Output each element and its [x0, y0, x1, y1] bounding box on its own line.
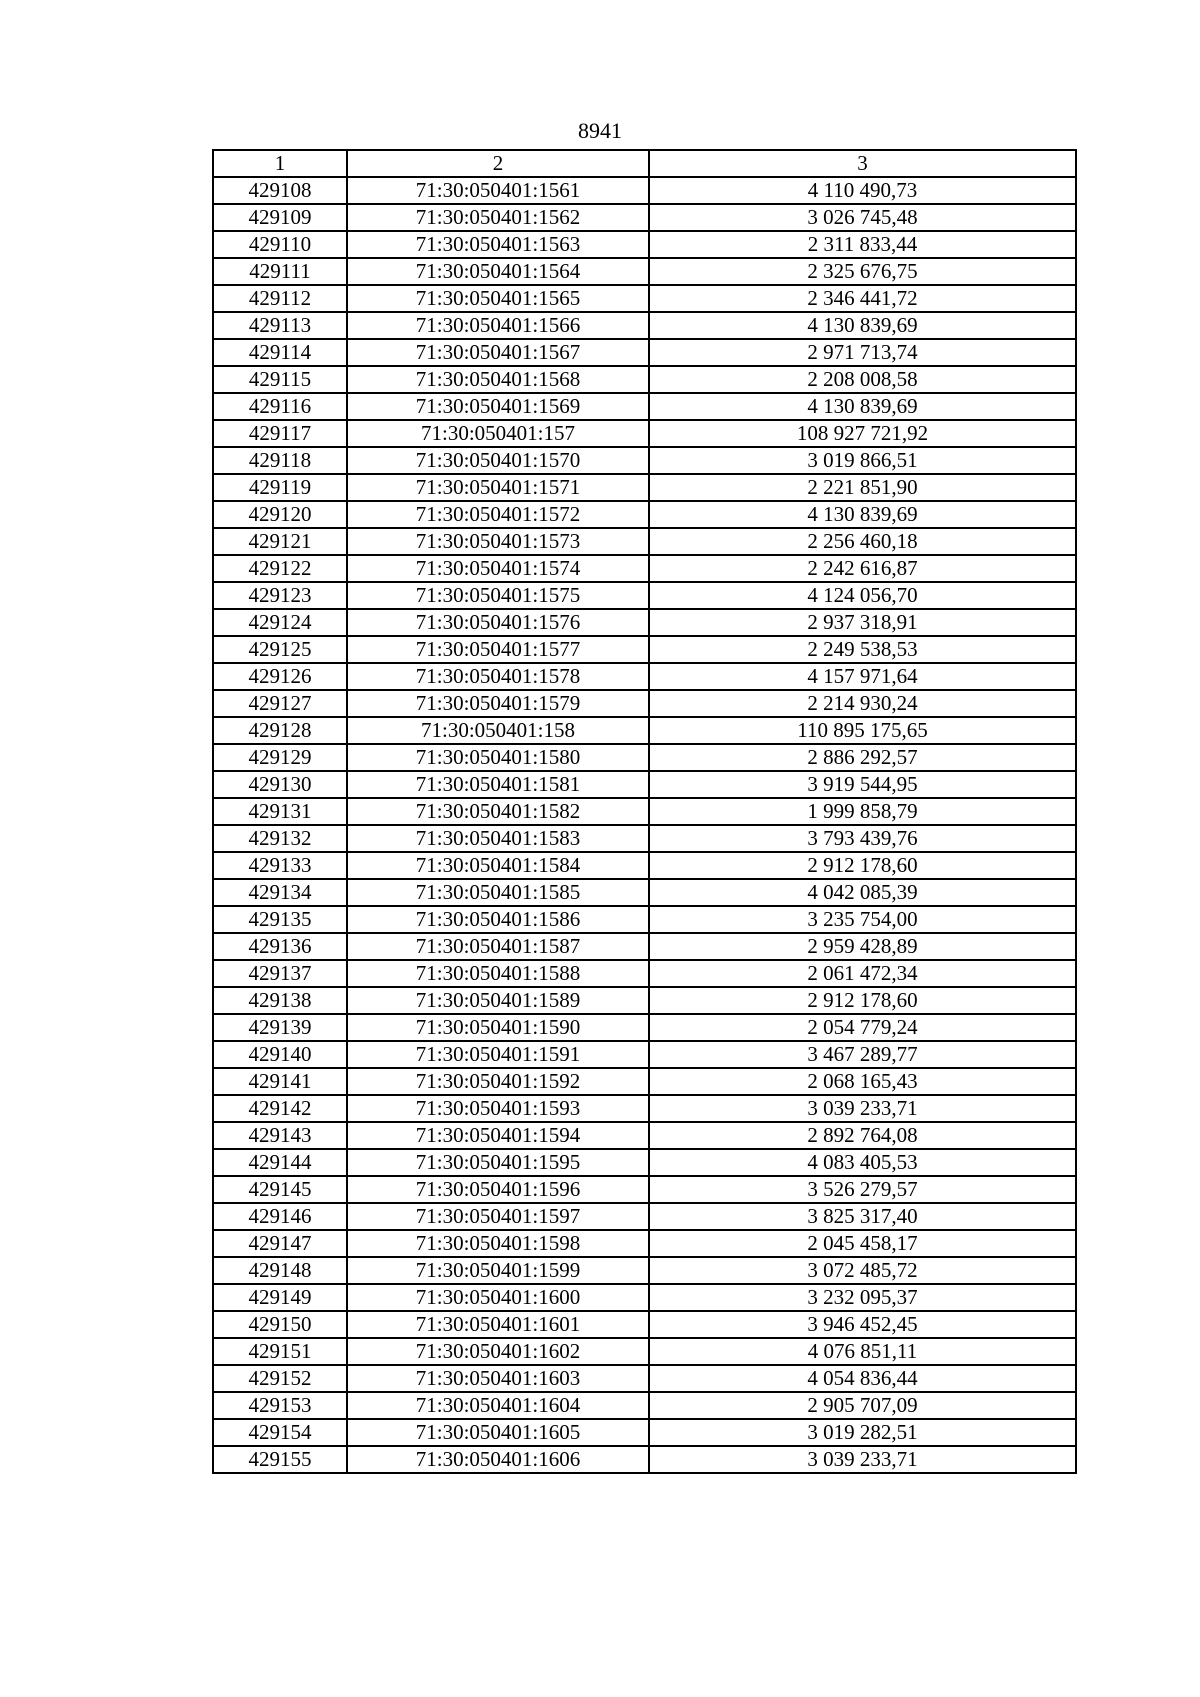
row-id-cell: 429151	[213, 1338, 347, 1365]
row-id-cell: 429109	[213, 204, 347, 231]
table-row	[213, 1230, 1076, 1257]
value-cell: 2 061 472,34	[649, 960, 1076, 987]
row-id-cell: 429126	[213, 663, 347, 690]
value-cell: 3 825 317,40	[649, 1203, 1076, 1230]
value-cell: 4 130 839,69	[649, 501, 1076, 528]
value-cell: 3 232 095,37	[649, 1284, 1076, 1311]
cadastral-number-cell: 71:30:050401:1563	[347, 231, 649, 258]
value-cell: 4 124 056,70	[649, 582, 1076, 609]
cadastral-number-cell: 71:30:050401:1583	[347, 825, 649, 852]
cadastral-number-cell: 71:30:050401:1585	[347, 879, 649, 906]
row-id-cell: 429132	[213, 825, 347, 852]
cadastral-number-cell: 71:30:050401:1582	[347, 798, 649, 825]
table-row	[213, 744, 1076, 771]
cadastral-number-cell: 71:30:050401:1592	[347, 1068, 649, 1095]
cadastral-number-cell: 71:30:050401:1578	[347, 663, 649, 690]
value-cell: 2 971 713,74	[649, 339, 1076, 366]
table-row	[213, 879, 1076, 906]
table-row	[213, 1014, 1076, 1041]
value-cell: 2 242 616,87	[649, 555, 1076, 582]
row-id-cell: 429127	[213, 690, 347, 717]
header-cell-col2: 2	[347, 150, 649, 177]
value-cell: 2 886 292,57	[649, 744, 1076, 771]
value-cell: 2 905 707,09	[649, 1392, 1076, 1419]
cadastral-number-cell: 71:30:050401:1604	[347, 1392, 649, 1419]
row-id-cell: 429152	[213, 1365, 347, 1392]
cadastral-number-cell: 71:30:050401:1569	[347, 393, 649, 420]
row-id-cell: 429113	[213, 312, 347, 339]
cadastral-number-cell: 71:30:050401:1567	[347, 339, 649, 366]
table-row	[213, 609, 1076, 636]
value-cell: 2 221 851,90	[649, 474, 1076, 501]
row-id-cell: 429122	[213, 555, 347, 582]
cadastral-number-cell: 71:30:050401:1588	[347, 960, 649, 987]
row-id-cell: 429139	[213, 1014, 347, 1041]
table-row	[213, 312, 1076, 339]
table-row	[213, 636, 1076, 663]
value-cell: 2 937 318,91	[649, 609, 1076, 636]
table-body	[213, 150, 1076, 1473]
cadastral-number-cell: 71:30:050401:1575	[347, 582, 649, 609]
cadastral-number-cell: 71:30:050401:1576	[347, 609, 649, 636]
row-id-cell: 429145	[213, 1176, 347, 1203]
cadastral-number-cell: 71:30:050401:1562	[347, 204, 649, 231]
cadastral-number-cell: 71:30:050401:1574	[347, 555, 649, 582]
cadastral-number-cell: 71:30:050401:1580	[347, 744, 649, 771]
table-row	[213, 1068, 1076, 1095]
table-row	[213, 501, 1076, 528]
table-row	[213, 906, 1076, 933]
value-cell: 110 895 175,65	[649, 717, 1076, 744]
cadastral-number-cell: 71:30:050401:1595	[347, 1149, 649, 1176]
value-cell: 2 045 458,17	[649, 1230, 1076, 1257]
row-id-cell: 429149	[213, 1284, 347, 1311]
row-id-cell: 429133	[213, 852, 347, 879]
row-id-cell: 429148	[213, 1257, 347, 1284]
data-table	[212, 149, 1077, 1474]
row-id-cell: 429129	[213, 744, 347, 771]
table-row	[213, 960, 1076, 987]
cadastral-number-cell: 71:30:050401:1600	[347, 1284, 649, 1311]
table-row	[213, 366, 1076, 393]
row-id-cell: 429147	[213, 1230, 347, 1257]
page-number: 8941	[578, 118, 622, 143]
value-cell: 4 130 839,69	[649, 393, 1076, 420]
value-cell: 4 042 085,39	[649, 879, 1076, 906]
value-cell: 2 892 764,08	[649, 1122, 1076, 1149]
row-id-cell: 429128	[213, 717, 347, 744]
cadastral-number-cell: 71:30:050401:1599	[347, 1257, 649, 1284]
cadastral-number-cell: 71:30:050401:1570	[347, 447, 649, 474]
cadastral-number-cell: 71:30:050401:1593	[347, 1095, 649, 1122]
table-row	[213, 663, 1076, 690]
table-row	[213, 1446, 1076, 1473]
value-cell: 2 311 833,44	[649, 231, 1076, 258]
value-cell: 4 157 971,64	[649, 663, 1076, 690]
value-cell: 3 026 745,48	[649, 204, 1076, 231]
header-cell-col1: 1	[213, 150, 347, 177]
cadastral-number-cell: 71:30:050401:1565	[347, 285, 649, 312]
row-id-cell: 429118	[213, 447, 347, 474]
row-id-cell: 429111	[213, 258, 347, 285]
table-row	[213, 1338, 1076, 1365]
value-cell: 3 919 544,95	[649, 771, 1076, 798]
table-row	[213, 177, 1076, 204]
cadastral-number-cell: 71:30:050401:1566	[347, 312, 649, 339]
row-id-cell: 429117	[213, 420, 347, 447]
cadastral-number-cell: 71:30:050401:1579	[347, 690, 649, 717]
table-row	[213, 771, 1076, 798]
cadastral-number-cell: 71:30:050401:1581	[347, 771, 649, 798]
row-id-cell: 429125	[213, 636, 347, 663]
table-row	[213, 339, 1076, 366]
value-cell: 4 054 836,44	[649, 1365, 1076, 1392]
cadastral-number-cell: 71:30:050401:1584	[347, 852, 649, 879]
row-id-cell: 429142	[213, 1095, 347, 1122]
value-cell: 2 912 178,60	[649, 852, 1076, 879]
value-cell: 2 214 930,24	[649, 690, 1076, 717]
row-id-cell: 429153	[213, 1392, 347, 1419]
table-row	[213, 258, 1076, 285]
cadastral-number-cell: 71:30:050401:1561	[347, 177, 649, 204]
row-id-cell: 429143	[213, 1122, 347, 1149]
value-cell: 2 208 008,58	[649, 366, 1076, 393]
row-id-cell: 429120	[213, 501, 347, 528]
row-id-cell: 429119	[213, 474, 347, 501]
value-cell: 2 256 460,18	[649, 528, 1076, 555]
row-id-cell: 429136	[213, 933, 347, 960]
cadastral-number-cell: 71:30:050401:1598	[347, 1230, 649, 1257]
cadastral-number-cell: 71:30:050401:1591	[347, 1041, 649, 1068]
row-id-cell: 429131	[213, 798, 347, 825]
row-id-cell: 429121	[213, 528, 347, 555]
value-cell: 3 235 754,00	[649, 906, 1076, 933]
row-id-cell: 429137	[213, 960, 347, 987]
row-id-cell: 429123	[213, 582, 347, 609]
table-row	[213, 798, 1076, 825]
value-cell: 3 072 485,72	[649, 1257, 1076, 1284]
value-cell: 2 054 779,24	[649, 1014, 1076, 1041]
row-id-cell: 429130	[213, 771, 347, 798]
table-row	[213, 1203, 1076, 1230]
table-row	[213, 474, 1076, 501]
value-cell: 3 039 233,71	[649, 1446, 1076, 1473]
value-cell: 3 019 866,51	[649, 447, 1076, 474]
cadastral-number-cell: 71:30:050401:1606	[347, 1446, 649, 1473]
table-row	[213, 1284, 1076, 1311]
value-cell: 3 793 439,76	[649, 825, 1076, 852]
value-cell: 2 959 428,89	[649, 933, 1076, 960]
row-id-cell: 429150	[213, 1311, 347, 1338]
table-row	[213, 1095, 1076, 1122]
row-id-cell: 429144	[213, 1149, 347, 1176]
value-cell: 2 068 165,43	[649, 1068, 1076, 1095]
value-cell: 4 110 490,73	[649, 177, 1076, 204]
cadastral-number-cell: 71:30:050401:1571	[347, 474, 649, 501]
table-row	[213, 717, 1076, 744]
value-cell: 4 076 851,11	[649, 1338, 1076, 1365]
table-row	[213, 420, 1076, 447]
table-row	[213, 204, 1076, 231]
cadastral-number-cell: 71:30:050401:158	[347, 717, 649, 744]
value-cell: 2 912 178,60	[649, 987, 1076, 1014]
cadastral-number-cell: 71:30:050401:1577	[347, 636, 649, 663]
cadastral-number-cell: 71:30:050401:1602	[347, 1338, 649, 1365]
table-row	[213, 1392, 1076, 1419]
table-row	[213, 852, 1076, 879]
table-row	[213, 1365, 1076, 1392]
row-id-cell: 429138	[213, 987, 347, 1014]
value-cell: 108 927 721,92	[649, 420, 1076, 447]
value-cell: 2 325 676,75	[649, 258, 1076, 285]
value-cell: 3 946 452,45	[649, 1311, 1076, 1338]
table-row	[213, 1419, 1076, 1446]
cadastral-number-cell: 71:30:050401:1596	[347, 1176, 649, 1203]
row-id-cell: 429108	[213, 177, 347, 204]
row-id-cell: 429114	[213, 339, 347, 366]
cadastral-number-cell: 71:30:050401:1590	[347, 1014, 649, 1041]
table-row	[213, 231, 1076, 258]
table-header-row	[213, 150, 1076, 177]
value-cell: 3 039 233,71	[649, 1095, 1076, 1122]
table-row	[213, 1311, 1076, 1338]
row-id-cell: 429141	[213, 1068, 347, 1095]
table-row	[213, 1122, 1076, 1149]
table-row	[213, 1257, 1076, 1284]
cadastral-number-cell: 71:30:050401:1587	[347, 933, 649, 960]
row-id-cell: 429124	[213, 609, 347, 636]
cadastral-number-cell: 71:30:050401:1573	[347, 528, 649, 555]
cadastral-number-cell: 71:30:050401:1572	[347, 501, 649, 528]
row-id-cell: 429140	[213, 1041, 347, 1068]
cadastral-number-cell: 71:30:050401:1589	[347, 987, 649, 1014]
value-cell: 3 467 289,77	[649, 1041, 1076, 1068]
table-row	[213, 1041, 1076, 1068]
table-row	[213, 987, 1076, 1014]
table-row	[213, 690, 1076, 717]
cadastral-number-cell: 71:30:050401:1601	[347, 1311, 649, 1338]
value-cell: 3 526 279,57	[649, 1176, 1076, 1203]
row-id-cell: 429134	[213, 879, 347, 906]
row-id-cell: 429112	[213, 285, 347, 312]
cadastral-number-cell: 71:30:050401:1594	[347, 1122, 649, 1149]
value-cell: 2 249 538,53	[649, 636, 1076, 663]
header-cell-col3: 3	[649, 150, 1076, 177]
table-row	[213, 447, 1076, 474]
cadastral-number-cell: 71:30:050401:1597	[347, 1203, 649, 1230]
row-id-cell: 429154	[213, 1419, 347, 1446]
table-row	[213, 1149, 1076, 1176]
value-cell: 2 346 441,72	[649, 285, 1076, 312]
table-row	[213, 825, 1076, 852]
row-id-cell: 429110	[213, 231, 347, 258]
cadastral-number-cell: 71:30:050401:1603	[347, 1365, 649, 1392]
row-id-cell: 429116	[213, 393, 347, 420]
row-id-cell: 429155	[213, 1446, 347, 1473]
cadastral-number-cell: 71:30:050401:1605	[347, 1419, 649, 1446]
table-row	[213, 1176, 1076, 1203]
value-cell: 4 130 839,69	[649, 312, 1076, 339]
row-id-cell: 429146	[213, 1203, 347, 1230]
table-row	[213, 555, 1076, 582]
cadastral-number-cell: 71:30:050401:1564	[347, 258, 649, 285]
value-cell: 3 019 282,51	[649, 1419, 1076, 1446]
value-cell: 1 999 858,79	[649, 798, 1076, 825]
row-id-cell: 429135	[213, 906, 347, 933]
table-row	[213, 933, 1076, 960]
cadastral-number-cell: 71:30:050401:1586	[347, 906, 649, 933]
table-row	[213, 285, 1076, 312]
table-row	[213, 528, 1076, 555]
cadastral-number-cell: 71:30:050401:157	[347, 420, 649, 447]
value-cell: 4 083 405,53	[649, 1149, 1076, 1176]
table-row	[213, 393, 1076, 420]
row-id-cell: 429115	[213, 366, 347, 393]
cadastral-number-cell: 71:30:050401:1568	[347, 366, 649, 393]
table-row	[213, 582, 1076, 609]
